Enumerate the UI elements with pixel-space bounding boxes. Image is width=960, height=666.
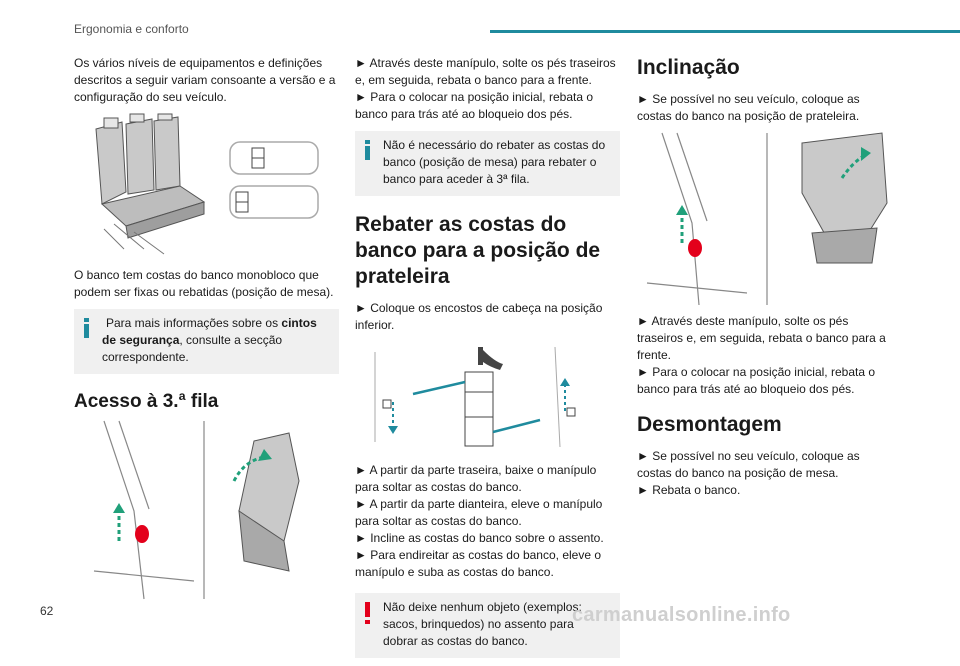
- shelf-position-illustration: [355, 342, 620, 454]
- return-position-text: ► Para o colocar na posição inicial, rebata o banco para trás até ao bloqueio dos pés.: [355, 90, 594, 121]
- straighten-back-text: ► Para endireitar as costas do banco, eleve o manípulo e suba as costas do banco.: [355, 548, 602, 579]
- raise-handle-text: ► A partir da parte dianteira, eleve o manípulo para soltar as costas do banco.: [355, 497, 603, 528]
- header-accent-bar: [490, 30, 960, 33]
- info-link-seatbelts: cintos de segurança: [102, 316, 317, 347]
- heading-access-3rd-row: Acesso à 3.ª fila: [74, 391, 219, 412]
- heading-inclination: Inclinação: [637, 56, 740, 79]
- release-feet-text: ► Através deste manípulo, solte os pés traseiros e, em seguida, rebata o banco para a frente.: [355, 56, 616, 87]
- column-3: [637, 55, 895, 499]
- warning-icon: [365, 602, 371, 624]
- section-title: Ergonomia e conforto: [74, 22, 189, 36]
- bench-seat-illustration: [74, 114, 339, 259]
- info-icon: [83, 318, 91, 336]
- heading-shelf-position: Rebater as costas do banco para a posição de prateleira: [355, 213, 601, 288]
- info-text: Não é necessário do rebater as costas do banco (posição de mesa) para rebater o banco para aceder à 3ª fila.: [383, 138, 606, 186]
- warning-text: Não deixe nenhum objeto (exemplos: sacos, brinquedos) no assento para dobrar as costas do banco.: [383, 600, 582, 648]
- lower-handle-text: ► A partir da parte traseira, baixe o manípulo para soltar as costas do banco.: [355, 463, 597, 494]
- column-1: [74, 55, 339, 607]
- intro-text: Os vários níveis de equipamentos e definições descritos a seguir variam consoante a versão e a configuração do seu veículo.: [74, 56, 336, 104]
- fold-seat-text: ► Rebata o banco.: [637, 483, 741, 497]
- watermark: carmanualsonline.info: [572, 604, 791, 626]
- headrest-text: ► Coloque os encostos de cabeça na posição inferior.: [355, 301, 603, 332]
- info-box-table-position: [355, 131, 620, 196]
- info-box-seatbelts: [74, 309, 339, 374]
- page-number: 62: [40, 604, 54, 618]
- inclination-text: ► Se possível no seu veículo, coloque as costas do banco na posição de prateleira.: [637, 92, 860, 123]
- access-3rd-row-illustration: [74, 421, 339, 599]
- table-position-text: ► Se possível no seu veículo, coloque as costas do banco na posição de mesa.: [637, 449, 860, 480]
- info-text-pre: Para mais informações sobre os: [106, 316, 282, 330]
- incline-back-text: ► Incline as costas do banco sobre o assento.: [355, 531, 604, 545]
- heading-removal: Desmontagem: [637, 413, 782, 436]
- inclination-illustration: [637, 133, 895, 305]
- info-icon: [364, 140, 372, 158]
- return-position-text: ► Para o colocar na posição inicial, rebata o banco para trás até ao bloqueio dos pés.: [637, 365, 876, 396]
- column-2: [355, 55, 620, 666]
- info-text-post: , consulte a secção correspondente.: [102, 333, 283, 364]
- bench-description: O banco tem costas do banco monobloco que podem ser fixas ou rebatidas (posição de mesa).: [74, 268, 334, 299]
- release-feet-text: ► Através deste manípulo, solte os pés traseiros e, em seguida, rebata o banco para a frente.: [637, 314, 886, 362]
